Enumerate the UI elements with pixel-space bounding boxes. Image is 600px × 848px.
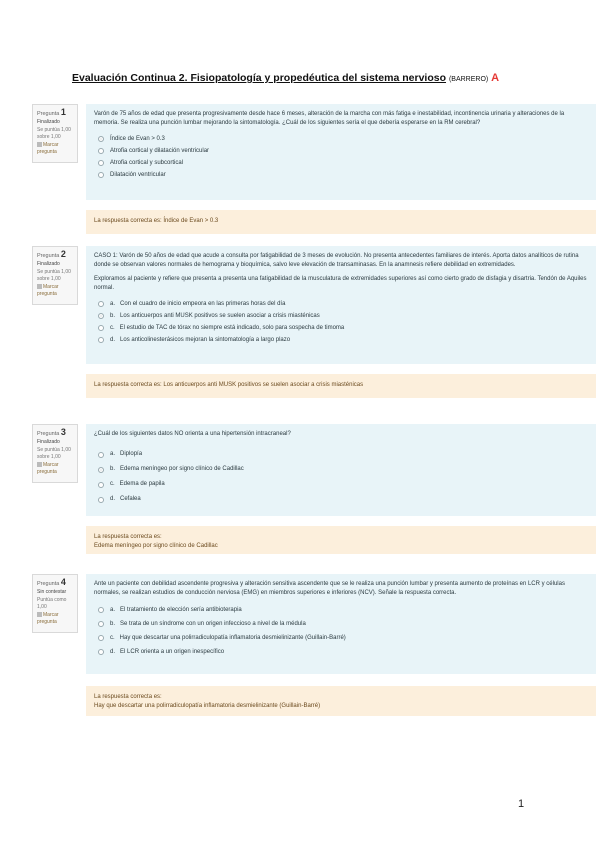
flag-icon xyxy=(37,284,42,289)
radio-icon[interactable] xyxy=(98,301,104,307)
question-1-answers xyxy=(94,133,588,181)
flag-icon xyxy=(37,142,42,147)
answer-option[interactable]: b. Los anticuerpos anti MUSK positivos se suelen asociar a crisis miasténicas xyxy=(98,310,588,322)
question-1-body xyxy=(86,104,596,200)
document-title xyxy=(72,72,542,84)
page-number: 1 xyxy=(518,798,525,810)
question-3-info xyxy=(32,424,78,483)
answer-option[interactable]: c. El estudio de TAC de tórax no siempre está indicado, solo para sospecha de timoma xyxy=(98,322,588,334)
radio-icon[interactable] xyxy=(98,325,104,331)
answer-option[interactable]: Dilatación ventricular xyxy=(98,169,588,181)
answer-option[interactable]: Atrofia cortical y subcortical xyxy=(98,157,588,169)
question-2-text-exam: Exploramos al paciente y refiere que presenta a presenta una fatigabilidad de la musculatura de extremidades superiores así como cierto grado de disfagia y disartria. Tendón de Aquiles normal. xyxy=(94,276,587,291)
question-2-flag-link[interactable]: Marcar pregunta xyxy=(37,284,59,297)
question-2-feedback: La respuesta correcta es: Los anticuerpos anti MUSK positivos se suelen asociar a crisis miasténicas xyxy=(86,374,596,398)
question-3-answers xyxy=(94,447,588,507)
radio-icon[interactable] xyxy=(98,160,104,166)
question-2-grade: Se puntúa 1,00 sobre 1,00 xyxy=(37,269,71,282)
question-2-state: Finalizado xyxy=(37,261,60,267)
radio-selected-icon[interactable] xyxy=(98,136,104,142)
question-4-grade: Puntúa como 1,00 xyxy=(37,597,67,610)
question-4-answers xyxy=(94,603,588,659)
answer-option[interactable]: Índice de Evan > 0.3 xyxy=(98,133,588,145)
radio-icon[interactable] xyxy=(98,497,104,503)
radio-icon[interactable] xyxy=(98,635,104,641)
document-title-main: Evaluación Continua 2. Fisiopatología y propedéutica del sistema nervioso xyxy=(72,72,447,84)
question-1-text: Varón de 75 años de edad que presenta progresivamente desde hace 6 meses, alteración de la marcha con más fatiga e inestabilidad, incontinencia urinaria y alteraciones de la memoria. Se realiza una punción lumbar mejorando la sintomatología. ¿Cuál de los siguientes sería el que debería esperarse en la RM cerebral? xyxy=(94,111,565,126)
radio-selected-icon[interactable] xyxy=(98,467,104,473)
answer-option[interactable]: a. El tratamiento de elección sería antibioterapia xyxy=(98,603,588,617)
answer-option[interactable]: b. Edema meníngeo por signo clínico de Cadillac xyxy=(98,462,588,477)
flag-icon xyxy=(37,462,42,467)
answer-option[interactable]: c. Edema de papila xyxy=(98,477,588,492)
question-1-state: Finalizado xyxy=(37,119,60,125)
radio-icon[interactable] xyxy=(98,621,104,627)
document-title-group: (BARRERO) xyxy=(448,76,489,83)
question-3-body xyxy=(86,424,596,516)
question-4-text: Ante un paciente con debilidad ascendente progresiva y alteración sensitiva ascendente que se le realiza una punción lumbar y presenta aumento de proteínas en LCR y células normales, se realizan estudios de conducción nerviosa (EMG) en miembros superiores e inferiores (NCV). Señale la respuesta correcta. xyxy=(94,581,565,596)
question-1-number: Pregunta 1 xyxy=(37,107,66,117)
question-2-number: Pregunta 2 xyxy=(37,249,66,259)
answer-option[interactable]: d. El LCR orienta a un origen inespecífico xyxy=(98,645,588,659)
question-3-state: Finalizado xyxy=(37,439,60,445)
question-4-flag-link[interactable]: Marcar pregunta xyxy=(37,612,59,625)
radio-icon[interactable] xyxy=(98,337,104,343)
question-1-feedback: La respuesta correcta es: Índice de Evan > 0.3 xyxy=(86,210,596,234)
radio-icon[interactable] xyxy=(98,482,104,488)
answer-option[interactable]: Atrofia cortical y dilatación ventricular xyxy=(98,145,588,157)
question-3-text: ¿Cuál de los siguientes datos NO orienta a una hipertensión intracraneal? xyxy=(94,431,291,437)
question-2-text-case: CASO 1: Varón de 50 años de edad que acude a consulta por fatigabilidad de 3 meses de evolución. No presenta antecedentes familiares de interés. Aporta datos analíticos de rutina donde se observan valores normales de hemograma y bioquímica, salvo leve elevación de transaminasas. En la anamnesis refiere debilidad en extremidades. xyxy=(94,253,579,268)
radio-icon[interactable] xyxy=(98,172,104,178)
radio-icon[interactable] xyxy=(98,148,104,154)
answer-option[interactable]: b. Se trata de un síndrome con un origen infeccioso a nivel de la médula xyxy=(98,617,588,631)
question-1-flag-link[interactable]: Marcar pregunta xyxy=(37,142,59,155)
question-4-body xyxy=(86,574,596,674)
question-4-number: Pregunta 4 xyxy=(37,577,66,587)
radio-icon[interactable] xyxy=(98,452,104,458)
answer-option[interactable]: d. Cefalea xyxy=(98,492,588,507)
question-1-grade: Se puntúa 1,00 sobre 1,00 xyxy=(37,127,71,140)
radio-selected-icon[interactable] xyxy=(98,313,104,319)
question-2-info xyxy=(32,246,78,305)
flag-icon xyxy=(37,612,42,617)
question-1-info xyxy=(32,104,78,163)
question-4-info xyxy=(32,574,78,633)
radio-icon[interactable] xyxy=(98,607,104,613)
question-3-number: Pregunta 3 xyxy=(37,427,66,437)
answer-option[interactable]: c. Hay que descartar una polirradiculopatía inflamatoria desmielinizante (Guillain-Barré) xyxy=(98,631,588,645)
question-4-state: Sin contestar xyxy=(37,589,67,595)
document-title-mark: A xyxy=(491,72,500,84)
answer-option[interactable]: d. Los anticolinesterásicos mejoran la sintomatología a largo plazo xyxy=(98,334,588,346)
question-2-answers xyxy=(94,298,588,346)
question-3-flag-link[interactable]: Marcar pregunta xyxy=(37,462,59,475)
question-4-feedback: La respuesta correcta es: Hay que descartar una polirradiculopatía inflamatoria desmielinizante (Guillain-Barré) xyxy=(86,686,596,716)
question-3-feedback: La respuesta correcta es: Edema meníngeo por signo clínico de Cadillac xyxy=(86,526,596,554)
answer-option[interactable]: a. Diplopía xyxy=(98,447,588,462)
question-3-grade: Se puntúa 1,00 sobre 1,00 xyxy=(37,447,71,460)
radio-icon[interactable] xyxy=(98,649,104,655)
question-2-body xyxy=(86,246,596,364)
answer-option[interactable]: a. Con el cuadro de inicio empeora en las primeras horas del día xyxy=(98,298,588,310)
